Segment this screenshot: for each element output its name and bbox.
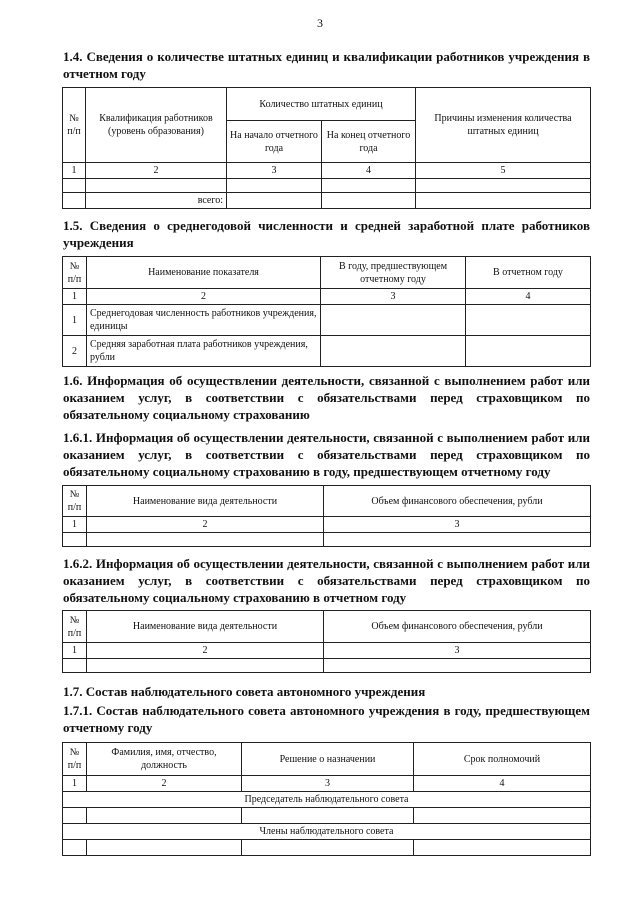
page-number: 3 bbox=[317, 16, 323, 30]
section-1-4-title: 1.4. Сведения о количестве штатных единиц и квалификации работников учреждения в отчетном году bbox=[63, 49, 590, 81]
row-number: 2 bbox=[63, 336, 87, 367]
col-index: 2 bbox=[87, 289, 321, 305]
table-row bbox=[63, 659, 591, 673]
col-index: 1 bbox=[63, 289, 87, 305]
col-index: 4 bbox=[414, 776, 591, 792]
section-1-6-title: 1.6. Информация об осуществлении деятельности, связанной с выполнением работ или оказанием услуг, в соответствии с обязательствами перед страховщиком по обязательному социальному страхованию bbox=[63, 373, 590, 422]
members-subheader: Члены наблюдательного совета bbox=[63, 824, 591, 840]
col-funding-header: Объем финансового обеспечения, рубли bbox=[324, 611, 591, 643]
activity-previous-year-table bbox=[62, 485, 591, 547]
table-row bbox=[63, 808, 591, 824]
col-index: 4 bbox=[466, 289, 591, 305]
col-term-header: Срок полномочий bbox=[414, 743, 591, 776]
col-index: 3 bbox=[324, 517, 591, 533]
chairman-subheader: Председатель наблюдательного совета bbox=[63, 792, 591, 808]
col-index: 2 bbox=[87, 643, 324, 659]
section-1-7-1-title: 1.7.1. Состав наблюдательного совета автономного учреждения в году, предшествующем отчетному году bbox=[63, 703, 590, 735]
section-1-7-title: 1.7. Состав наблюдательного совета автономного учреждения bbox=[63, 684, 426, 699]
col-index: 1 bbox=[63, 163, 86, 179]
total-row bbox=[63, 193, 591, 209]
col-indicator-header: Наименование показателя bbox=[87, 257, 321, 289]
col-index: 2 bbox=[86, 163, 227, 179]
col-index: 1 bbox=[63, 776, 87, 792]
col-activity-header: Наименование вида деятельности bbox=[87, 486, 324, 517]
col-report-year-header: В отчетном году bbox=[466, 257, 591, 289]
col-funding-header: Объем финансового обеспечения, рубли bbox=[324, 486, 591, 517]
col-number-header: № п/п bbox=[63, 257, 87, 289]
table-row bbox=[63, 179, 591, 193]
col-number-header: № п/п bbox=[63, 743, 87, 776]
row-number: 1 bbox=[63, 305, 87, 336]
col-index: 5 bbox=[416, 163, 591, 179]
staff-qualification-table bbox=[62, 87, 591, 209]
col-change-reason-header: Причины изменения количества штатных единиц bbox=[416, 88, 591, 163]
col-activity-header: Наименование вида деятельности bbox=[87, 611, 324, 643]
col-full-name-header: Фамилия, имя, отчество, должность bbox=[87, 743, 242, 776]
activity-report-year-table bbox=[62, 610, 591, 673]
col-index: 3 bbox=[321, 289, 466, 305]
average-staff-salary-table bbox=[62, 256, 591, 367]
row-label: Среднегодовая численность работников учреждения, единицы bbox=[87, 305, 321, 336]
col-index: 3 bbox=[227, 163, 322, 179]
table-row bbox=[63, 305, 591, 336]
col-index: 1 bbox=[63, 643, 87, 659]
section-1-6-2-title: 1.6.2. Информация об осуществлении деятельности, связанной с выполнением работ или оказанием услуг, в соответствии с обязательствами перед страховщиком по обязательному социальному страхованию в отчетном году bbox=[63, 556, 590, 605]
col-appointment-header: Решение о назначении bbox=[242, 743, 414, 776]
col-previous-year-header: В году, предшествующем отчетному году bbox=[321, 257, 466, 289]
section-1-6-1-title: 1.6.1. Информация об осуществлении деятельности, связанной с выполнением работ или оказанием услуг, в соответствии с обязательствами перед страховщиком по обязательному социальному страхованию в году, предшествующем отчетному году bbox=[63, 430, 590, 479]
col-number-header: № п/п bbox=[63, 486, 87, 517]
col-index: 1 bbox=[63, 517, 87, 533]
col-year-start-header: На начало отчетного года bbox=[227, 121, 322, 163]
col-index: 3 bbox=[324, 643, 591, 659]
col-index: 2 bbox=[87, 517, 324, 533]
table-row bbox=[63, 336, 591, 367]
col-staff-count-header: Количество штатных единиц bbox=[227, 88, 416, 121]
table-row bbox=[63, 840, 591, 856]
section-1-5-title: 1.5. Сведения о среднегодовой численности и средней заработной плате работников учреждения bbox=[63, 218, 590, 250]
total-label: всего: bbox=[86, 193, 227, 209]
col-number-header: № п/п bbox=[63, 611, 87, 643]
col-index: 2 bbox=[87, 776, 242, 792]
col-year-end-header: На конец отчетного года bbox=[322, 121, 416, 163]
col-qualification-header: Квалификация работников (уровень образования) bbox=[86, 88, 227, 163]
supervisory-board-table bbox=[62, 742, 591, 856]
col-number-header: № п/п bbox=[63, 88, 86, 163]
col-index: 3 bbox=[242, 776, 414, 792]
table-row bbox=[63, 533, 591, 547]
row-label: Средняя заработная плата работников учреждения, рубли bbox=[87, 336, 321, 367]
col-index: 4 bbox=[322, 163, 416, 179]
